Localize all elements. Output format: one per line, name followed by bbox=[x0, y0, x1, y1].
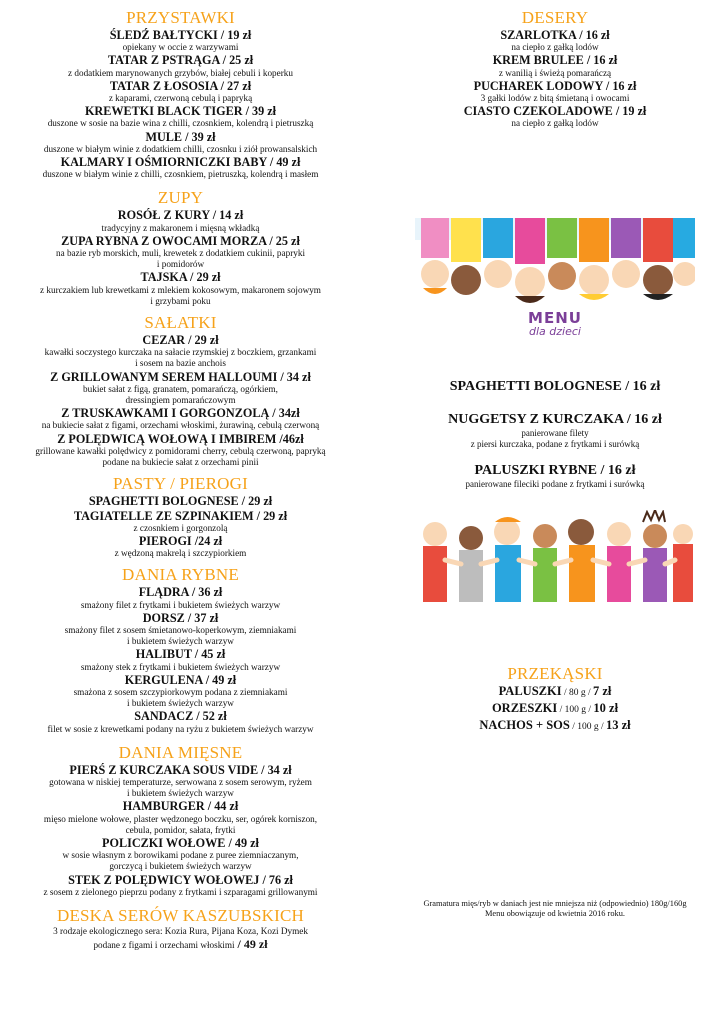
menu-item-name: TAJSKA / 29 zł bbox=[140, 270, 221, 285]
menu-item-name: SZARLOTKA / 16 zł bbox=[500, 28, 610, 42]
menu-item-desc: mięso mielone wołowe, plaster wędzonego boczku, ser, ogórek korniszon, bbox=[43, 813, 318, 824]
footer-note-line: Gramatura mięs/ryb w daniach jest nie mniejsza niż (odpowiednio) 180g/160g bbox=[423, 898, 687, 908]
snack-price: 13 zł bbox=[605, 717, 631, 732]
menu-item-name: ROSÓŁ Z KURY / 14 zł bbox=[117, 208, 244, 223]
menu-item-name: SPAGHETTI BOLOGNESE / 29 zł bbox=[88, 494, 273, 509]
menu-item-price: / 49 zł bbox=[234, 937, 268, 952]
menu-item-desc: duszone w sosie na bazie wina z chilli, czosnkiem, kolendrą i pietruszką bbox=[47, 118, 314, 129]
section-title-przystawki: PRZYSTAWKI bbox=[126, 8, 235, 27]
footer-note bbox=[395, 899, 715, 920]
menu-item-name: ZUPA RYBNA Z OWOCAMI MORZA / 25 zł bbox=[61, 233, 300, 248]
left-column bbox=[8, 6, 353, 951]
section-title-przekaski: PRZEKĄSKI bbox=[507, 663, 603, 683]
snack-price: 10 zł bbox=[593, 700, 619, 715]
menu-item-desc: z wanilią i świeżą pomarańczą bbox=[498, 67, 612, 78]
menu-item-desc: i sosem na bazie anchois bbox=[135, 358, 226, 369]
menu-item-name: KALMARY I OŚMIORNICZKI BABY / 49 zł bbox=[60, 155, 301, 170]
menu-item-desc: i pomidorów bbox=[156, 259, 205, 270]
menu-item-name: SANDACZ / 52 zł bbox=[134, 709, 227, 724]
menu-item-desc: kawałki soczystego kurczaka na sałacie rzymskiej z boczkiem, grzankami bbox=[44, 347, 317, 358]
footer-note-line: Menu obowiązuje od kwietnia 2016 roku. bbox=[484, 909, 626, 919]
logo-subtitle: dla dzieci bbox=[529, 324, 581, 338]
menu-item-name: TATAR Z ŁOSOSIA / 27 zł bbox=[109, 78, 252, 93]
menu-item-name: ŚLEDŹ BAŁTYCKI / 19 zł bbox=[109, 28, 252, 42]
menu-item-desc: smażony stek z frytkami i bukietem świeżych warzyw bbox=[80, 661, 281, 672]
menu-item-desc: filet w sosie z krewetkami podany na ryżu z bukietem świeżych warzyw bbox=[47, 723, 314, 734]
menu-item-desc: i bukietem świeżych warzyw bbox=[127, 636, 234, 647]
menu-item-name: PIERŚ Z KURCZAKA SOUS VIDE / 34 zł bbox=[69, 762, 292, 777]
menu-item-name: HALIBUT / 45 zł bbox=[135, 647, 226, 662]
menu-item-desc: duszone w białym winie z chilli, czosnkiem, pietruszką, kolendrą i masłem bbox=[42, 169, 319, 180]
menu-item-name: DORSZ / 37 zł bbox=[142, 610, 219, 625]
menu-item-desc: smażona z sosem szczypiorkowym podana z ziemniakami bbox=[73, 686, 288, 697]
menu-item-name: STEK Z POLĘDWICY WOŁOWEJ / 76 zł bbox=[68, 872, 293, 887]
menu-item-desc: na ciepło z gałką lodów bbox=[511, 118, 599, 129]
menu-item-desc: z dodatkiem marynowanych grzybów, białej cebuli i koperku bbox=[68, 67, 293, 78]
menu-item-desc: cebula, pomidor, sałata, frytki bbox=[125, 824, 236, 835]
menu-item-name: CEZAR / 29 zł bbox=[142, 333, 219, 348]
menu-item-name: PIEROGI /24 zł bbox=[138, 533, 223, 548]
section-title-deska: DESKA SERÓW KASZUBSKICH bbox=[56, 905, 305, 925]
menu-item-desc: dressingiem pomarańczowym bbox=[125, 395, 236, 406]
section-title-zupy: ZUPY bbox=[157, 188, 204, 208]
kids-upside-down-illustration bbox=[415, 218, 695, 316]
snack-gram: / 100 g / bbox=[557, 704, 594, 715]
menu-item-desc: gotowana w niskiej temperaturze, serwowana z sosem serowym, ryżem bbox=[49, 776, 312, 787]
snack-name: NACHOS + SOS bbox=[479, 717, 570, 732]
menu-item-name: KERGULENA / 49 zł bbox=[124, 672, 237, 687]
menu-item-name: NUGGETSY Z KURCZAKA / 16 zł bbox=[448, 411, 662, 427]
menu-item-name: TAGIATELLE ZE SZPINAKIEM / 29 zł bbox=[73, 508, 288, 523]
snack-price: 7 zł bbox=[592, 683, 612, 698]
menu-item-desc: i bukietem świeżych warzyw bbox=[127, 788, 234, 799]
snack-gram: / 100 g / bbox=[569, 721, 606, 732]
section-title-salatki: SAŁATKI bbox=[144, 313, 217, 333]
snack-gram: / 80 g / bbox=[561, 687, 593, 698]
section-title-miesne: DANIA MIĘSNE bbox=[118, 742, 243, 762]
menu-item-desc: z piersi kurczaka, podane z frytkami i surówką bbox=[470, 438, 640, 449]
snack-row bbox=[395, 718, 715, 735]
menu-item-desc: na bazie ryb morskich, muli, krewetek z dodatkiem cukinii, papryki bbox=[55, 248, 305, 259]
menu-item-desc: grillowane kawałki polędwicy z pomidorami cherry, cebulą czerwoną, papryką bbox=[35, 445, 326, 456]
menu-item-desc: 3 rodzaje ekologicznego sera: Kozia Rura, Pijana Koza, Kozi Dymek bbox=[53, 925, 308, 936]
menu-item-name: MULE / 39 zł bbox=[145, 129, 216, 144]
menu-item-name: SPAGHETTI BOLOGNESE / 16 zł bbox=[449, 378, 661, 394]
snack-row bbox=[395, 684, 715, 701]
right-column bbox=[395, 6, 715, 919]
menu-item-desc: z kaparami, czerwoną cebulą i papryką bbox=[108, 93, 253, 104]
menu-item-desc: z czosnkiem i gorgonzolą bbox=[133, 522, 228, 533]
menu-item-desc: i grzybami poku bbox=[150, 295, 211, 306]
snack-name: PALUSZKI bbox=[498, 683, 562, 698]
section-title-desery: DESERY bbox=[521, 8, 589, 27]
menu-item-name: PUCHAREK LODOWY / 16 zł bbox=[473, 78, 637, 93]
menu-item-name: FLĄDRA / 36 zł bbox=[138, 585, 223, 600]
menu-item-name: PALUSZKI RYBNE / 16 zł bbox=[474, 462, 636, 478]
menu-item-desc: z wędzoną makrelą i szczypiorkiem bbox=[114, 548, 247, 559]
menu-item-desc: smażony filet z sosem śmietanowo-koperkowym, ziemniakami bbox=[64, 624, 297, 635]
menu-item-desc: z sosem z zielonego pieprzu podany z frytkami i szparagami grillowanymi bbox=[43, 886, 318, 897]
menu-item-desc: z kurczakiem lub krewetkami z mlekiem kokosowym, makaronem sojowym bbox=[40, 284, 321, 295]
logo-menu-text: MENU bbox=[528, 308, 582, 327]
menu-item-desc: opiekany w occie z warzywami bbox=[122, 42, 239, 53]
menu-item-desc: bukiet sałat z figą, granatem, pomarańczą, ogórkiem, bbox=[83, 383, 278, 394]
menu-item-desc: smażony filet z frytkami i bukietem świeżych warzyw bbox=[80, 599, 281, 610]
menu-item-desc: duszone w białym winie z dodatkiem chilli, czosnku i ziół prowansalskich bbox=[43, 143, 318, 154]
menu-item-name: CIASTO CZEKOLADOWE / 19 zł bbox=[463, 104, 647, 119]
menu-item-name: HAMBURGER / 44 zł bbox=[122, 799, 239, 814]
snack-name: ORZESZKI bbox=[491, 700, 558, 715]
snack-row bbox=[395, 701, 715, 718]
section-title-rybne: DANIA RYBNE bbox=[122, 565, 239, 585]
menu-item-desc: panierowane fileciki podane z frytkami i surówką bbox=[465, 478, 645, 489]
kids-holding-hands-illustration bbox=[415, 510, 695, 608]
menu-item-desc: tradycyjny z makaronem i mięsną wkładką bbox=[101, 222, 260, 233]
menu-item-desc: gorczycą i bukietem świeżych warzyw bbox=[109, 861, 252, 872]
section-title-pasty: PASTY / PIEROGI bbox=[113, 474, 248, 494]
menu-item-desc-line bbox=[8, 937, 353, 951]
kids-menu-logo bbox=[395, 310, 715, 338]
menu-item-name: Z TRUSKAWKAMI I GORGONZOLĄ / 34zł bbox=[61, 406, 300, 421]
menu-item-desc: 3 gałki lodów z bitą śmietaną i owocami bbox=[480, 93, 630, 104]
menu-item-desc: panierowane filety bbox=[521, 427, 589, 438]
menu-item-name: Z POLĘDWICĄ WOŁOWĄ I IMBIREM /46zł bbox=[57, 431, 304, 446]
menu-item-desc: i bukietem świeżych warzyw bbox=[127, 698, 234, 709]
menu-item-name: KREM BRULEE / 16 zł bbox=[492, 53, 618, 68]
menu-item-name: TATAR Z PSTRĄGA / 25 zł bbox=[107, 53, 254, 68]
menu-item-desc: na bukiecie sałat z figami, orzechami włoskimi, żurawiną, cebulą czerwoną bbox=[41, 420, 320, 431]
menu-item-desc: na ciepło z gałką lodów bbox=[511, 42, 599, 53]
menu-item-desc: podane z figami i orzechami włoskimi bbox=[93, 940, 235, 951]
menu-item-desc: podane na bukiecie sałat z orzechami pinii bbox=[102, 457, 259, 468]
menu-item-name: POLICZKI WOŁOWE / 49 zł bbox=[102, 835, 259, 850]
menu-item-name: KREWETKI BLACK TIGER / 39 zł bbox=[84, 104, 277, 119]
menu-item-name: Z GRILLOWANYM SEREM HALLOUMI / 34 zł bbox=[50, 369, 311, 384]
menu-item-desc: w sosie własnym z borowikami podane z puree ziemniaczanym, bbox=[62, 850, 299, 861]
